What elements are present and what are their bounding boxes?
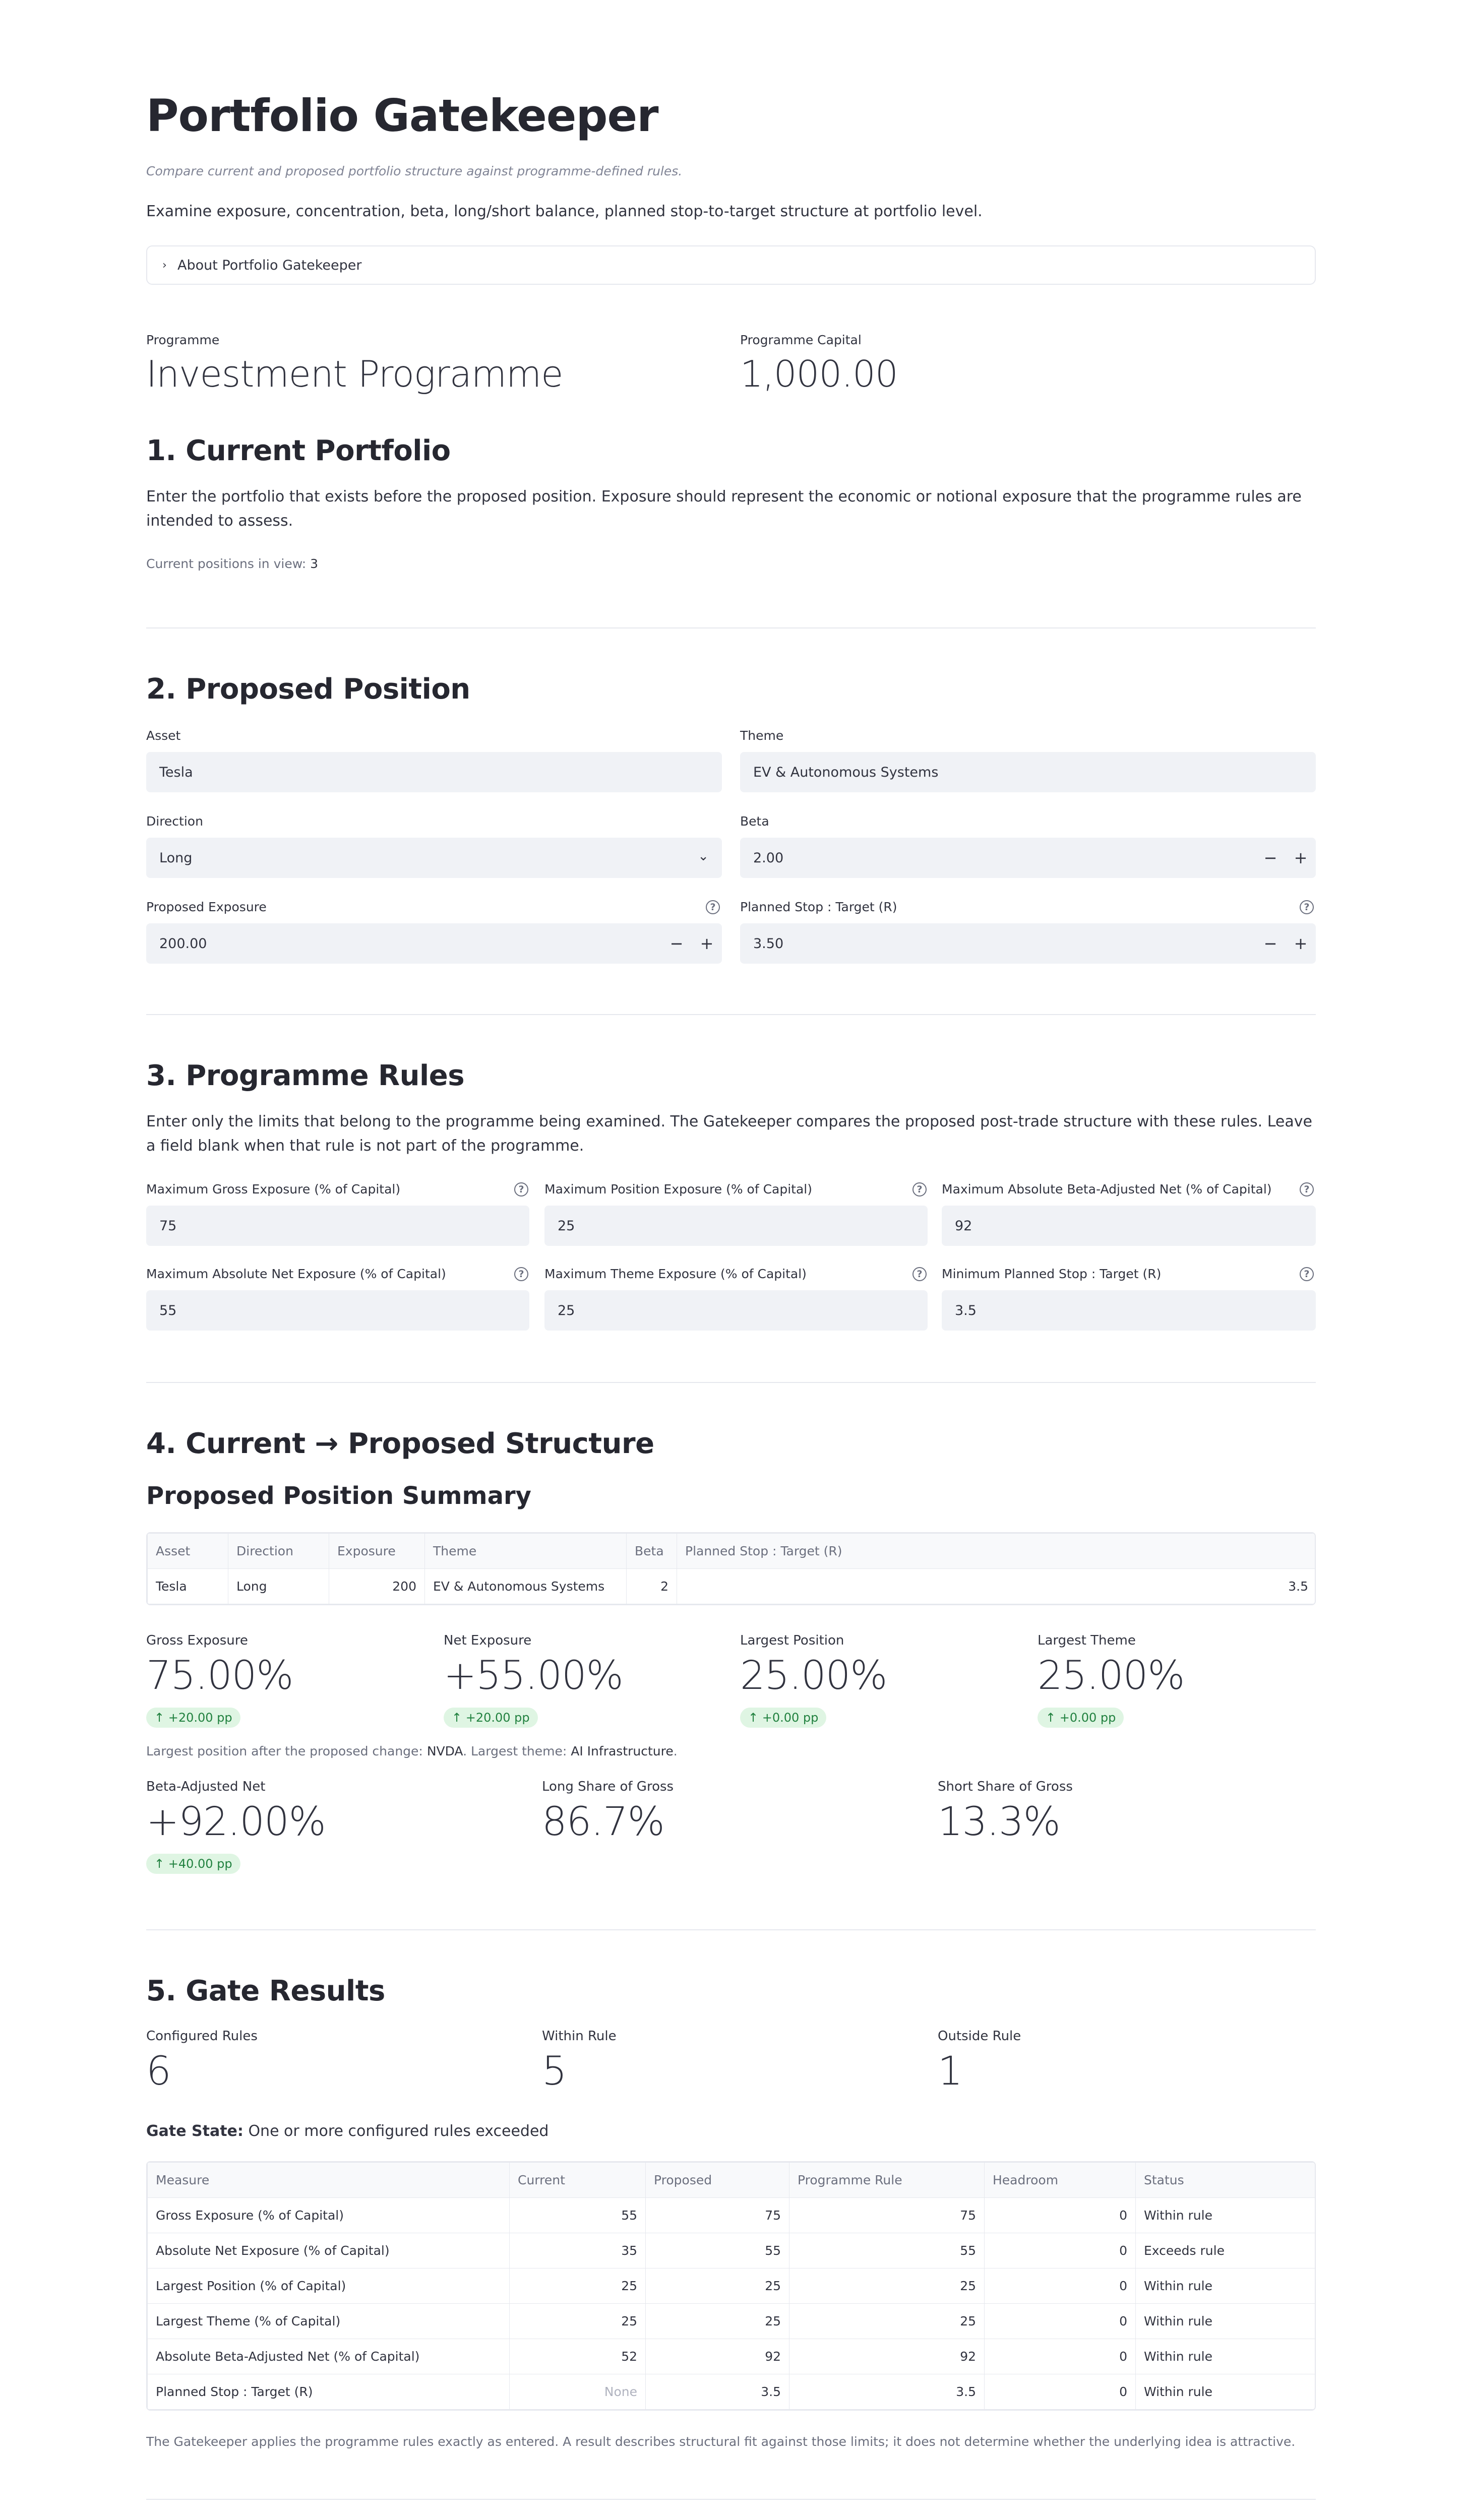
minus-icon[interactable]: − [1263, 934, 1277, 953]
chevron-down-icon: ⌄ [698, 849, 709, 864]
direction-label: Direction [146, 814, 203, 829]
gate-state: Gate State: One or more configured rules exceeded [146, 2122, 549, 2140]
rule-input[interactable]: 3.5 [942, 1290, 1316, 1331]
metric-label: Largest Theme [1038, 1633, 1136, 1648]
rule-label: Maximum Absolute Beta-Adjusted Net (% of Capital) [942, 1182, 1272, 1196]
table-cell: 3.5 [646, 2374, 789, 2410]
capital-value: 1,000.00 [740, 353, 898, 395]
table-row [148, 2198, 1316, 2233]
table-row [148, 2233, 1316, 2269]
help-icon[interactable]: ? [912, 1182, 927, 1196]
table-cell: 0 [985, 2304, 1136, 2339]
table-cell: 75 [789, 2198, 985, 2233]
table-cell: 35 [510, 2233, 646, 2269]
plus-icon[interactable]: + [700, 934, 714, 953]
table-cell: Within rule [1136, 2304, 1316, 2339]
metric-label: Net Exposure [444, 1633, 532, 1648]
summary-table [146, 1532, 1316, 1605]
exposure-value: 200.00 [159, 935, 207, 952]
column-header: Direction [228, 1534, 329, 1569]
rule-input[interactable]: 75 [146, 1206, 529, 1246]
table-row [148, 2374, 1316, 2410]
summary-heading: Proposed Position Summary [146, 1482, 531, 1510]
column-header: Planned Stop : Target (R) [677, 1534, 1316, 1569]
table-cell: 3.5 [677, 1569, 1316, 1604]
column-header: Status [1136, 2163, 1316, 2198]
configured-label: Configured Rules [146, 2029, 258, 2044]
table-cell: Absolute Beta-Adjusted Net (% of Capital) [148, 2339, 510, 2374]
current-description: Enter the portfolio that exists before the proposed position. Exposure should represent the economic or notional exposure that the programme rules are intended to assess. [146, 488, 1302, 530]
divider [146, 1382, 1316, 1383]
table-cell: None [510, 2374, 646, 2410]
column-header: Programme Rule [789, 2163, 985, 2198]
beta-value: 2.00 [753, 850, 784, 866]
column-header: Measure [148, 2163, 510, 2198]
outside-label: Outside Rule [938, 2029, 1021, 2044]
help-icon[interactable]: ? [1300, 1267, 1314, 1281]
table-cell: 25 [646, 2304, 789, 2339]
rules-description: Enter only the limits that belong to the programme being examined. The Gatekeeper compares the proposed post-trade structure with these rules. Leave a field blank when that rule is not part of the programme. [146, 1113, 1312, 1155]
metric-value: 86.7% [542, 1799, 664, 1845]
table-cell: 92 [789, 2339, 985, 2374]
metric-delta: ↑ +0.00 pp [1038, 1708, 1124, 1728]
metric-value: 25.00% [740, 1653, 887, 1698]
rule-input[interactable]: 92 [942, 1206, 1316, 1246]
metric-label: Short Share of Gross [938, 1779, 1073, 1794]
minus-icon[interactable]: − [1263, 848, 1277, 867]
asset-input[interactable]: Tesla [146, 752, 722, 792]
metric-delta: ↑ +20.00 pp [146, 1708, 240, 1728]
table-cell: 0 [985, 2269, 1136, 2304]
divider [146, 2499, 1316, 2500]
beta-stepper[interactable] [740, 838, 1316, 878]
table-cell: 75 [646, 2198, 789, 2233]
table-cell: 0 [985, 2374, 1136, 2410]
exposure-stepper[interactable] [146, 923, 722, 964]
help-icon[interactable]: ? [1300, 1182, 1314, 1196]
table-cell: 0 [985, 2198, 1136, 2233]
table-cell: 25 [510, 2269, 646, 2304]
table-cell: 0 [985, 2339, 1136, 2374]
gate-note: The Gatekeeper applies the programme rules exactly as entered. A result describes structural fit against those limits; it does not determine whether the underlying idea is attractive. [146, 2434, 1296, 2449]
configured-value: 6 [146, 2049, 171, 2094]
metric-label: Largest Position [740, 1633, 844, 1648]
plus-icon[interactable]: + [1294, 848, 1308, 867]
table-cell: Long [228, 1569, 329, 1604]
table-row [148, 2339, 1316, 2374]
column-header: Theme [425, 1534, 627, 1569]
rule-label: Maximum Theme Exposure (% of Capital) [544, 1267, 807, 1281]
gates-heading: 5. Gate Results [146, 1975, 385, 2007]
table-cell: 25 [510, 2304, 646, 2339]
table-cell: 200 [329, 1569, 425, 1604]
column-header: Asset [148, 1534, 228, 1569]
rule-input[interactable]: 55 [146, 1290, 529, 1331]
rule-label: Maximum Gross Exposure (% of Capital) [146, 1182, 401, 1196]
rule-label: Maximum Position Exposure (% of Capital) [544, 1182, 813, 1196]
table-row [148, 1569, 1316, 1604]
table-cell: 55 [646, 2233, 789, 2269]
table-cell: Within rule [1136, 2339, 1316, 2374]
divider [146, 1014, 1316, 1015]
table-row [148, 2269, 1316, 2304]
column-header: Headroom [985, 2163, 1136, 2198]
table-cell: 52 [510, 2339, 646, 2374]
proposed-heading: 2. Proposed Position [146, 673, 470, 706]
help-icon[interactable]: ? [706, 900, 720, 914]
divider [146, 627, 1316, 628]
metric-label: Long Share of Gross [542, 1779, 674, 1794]
metric-value: 25.00% [1038, 1653, 1185, 1698]
help-icon[interactable]: ? [514, 1182, 528, 1196]
direction-select[interactable] [146, 838, 722, 878]
minus-icon[interactable]: − [669, 934, 684, 953]
table-cell: Tesla [148, 1569, 228, 1604]
column-header: Current [510, 2163, 646, 2198]
programme-value: Investment Programme [146, 353, 563, 395]
direction-value: Long [159, 850, 193, 866]
rule-label: Minimum Planned Stop : Target (R) [942, 1267, 1162, 1281]
metric-value: 75.00% [146, 1653, 293, 1698]
current-heading: 1. Current Portfolio [146, 434, 451, 467]
table-cell: Within rule [1136, 2374, 1316, 2410]
table-cell: 25 [646, 2269, 789, 2304]
theme-input[interactable]: EV & Autonomous Systems [740, 752, 1316, 792]
column-header: Proposed [646, 2163, 789, 2198]
theme-label: Theme [740, 728, 784, 743]
metric-value: +92.00% [146, 1799, 326, 1845]
divider [146, 1929, 1316, 1930]
exposure-label: Proposed Exposure [146, 900, 267, 914]
table-cell: 55 [510, 2198, 646, 2233]
metric-delta: ↑ +0.00 pp [740, 1708, 826, 1728]
table-cell: Largest Theme (% of Capital) [148, 2304, 510, 2339]
table-cell: 2 [627, 1569, 677, 1604]
beta-label: Beta [740, 814, 769, 829]
table-cell: 55 [789, 2233, 985, 2269]
table-cell: 92 [646, 2339, 789, 2374]
current-positions: Current positions in view: 3 [146, 556, 319, 571]
help-icon[interactable]: ? [1300, 900, 1314, 914]
asset-label: Asset [146, 728, 181, 743]
chevron-right-icon: › [162, 259, 167, 272]
gate-table [146, 2161, 1316, 2411]
column-header: Exposure [329, 1534, 425, 1569]
rules-heading: 3. Programme Rules [146, 1059, 465, 1092]
largest-note: Largest position after the proposed change: NVDA. Largest theme: AI Infrastructure. [146, 1744, 678, 1758]
metric-delta: ↑ +20.00 pp [444, 1708, 538, 1728]
capital-label: Programme Capital [740, 333, 862, 347]
structure-heading: 4. Current → Proposed Structure [146, 1427, 654, 1460]
column-header: Beta [627, 1534, 677, 1569]
table-cell: Exceeds rule [1136, 2233, 1316, 2269]
help-icon[interactable]: ? [912, 1267, 927, 1281]
rule-input[interactable]: 25 [544, 1206, 928, 1246]
table-cell: 3.5 [789, 2374, 985, 2410]
within-value: 5 [542, 2049, 567, 2094]
page-title: Portfolio Gatekeeper [146, 90, 658, 142]
outside-value: 1 [938, 2049, 962, 2094]
table-cell: Within rule [1136, 2269, 1316, 2304]
stop-label: Planned Stop : Target (R) [740, 900, 897, 914]
table-cell: 0 [985, 2233, 1136, 2269]
table-cell: 25 [789, 2304, 985, 2339]
plus-icon[interactable]: + [1294, 934, 1308, 953]
within-label: Within Rule [542, 2029, 617, 2044]
about-label: About Portfolio Gatekeeper [177, 257, 362, 273]
table-cell: Absolute Net Exposure (% of Capital) [148, 2233, 510, 2269]
stop-stepper[interactable] [740, 923, 1316, 964]
stop-value: 3.50 [753, 935, 784, 952]
metric-label: Gross Exposure [146, 1633, 248, 1648]
metric-value: 13.3% [938, 1799, 1060, 1845]
about-expander[interactable] [146, 245, 1316, 285]
table-cell: Within rule [1136, 2198, 1316, 2233]
table-cell: Largest Position (% of Capital) [148, 2269, 510, 2304]
rule-label: Maximum Absolute Net Exposure (% of Capital) [146, 1267, 446, 1281]
table-cell: 25 [789, 2269, 985, 2304]
metric-delta: ↑ +40.00 pp [146, 1854, 240, 1874]
page-intro: Examine exposure, concentration, beta, long/short balance, planned stop-to-target structure at portfolio level. [146, 203, 983, 220]
metric-label: Beta-Adjusted Net [146, 1779, 266, 1794]
table-cell: Planned Stop : Target (R) [148, 2374, 510, 2410]
rule-input[interactable]: 25 [544, 1290, 928, 1331]
table-cell: Gross Exposure (% of Capital) [148, 2198, 510, 2233]
programme-label: Programme [146, 333, 220, 347]
metric-value: +55.00% [444, 1653, 623, 1698]
help-icon[interactable]: ? [514, 1267, 528, 1281]
page-caption: Compare current and proposed portfolio structure against programme-defined rules. [146, 164, 683, 178]
table-cell: EV & Autonomous Systems [425, 1569, 627, 1604]
table-row [148, 2304, 1316, 2339]
